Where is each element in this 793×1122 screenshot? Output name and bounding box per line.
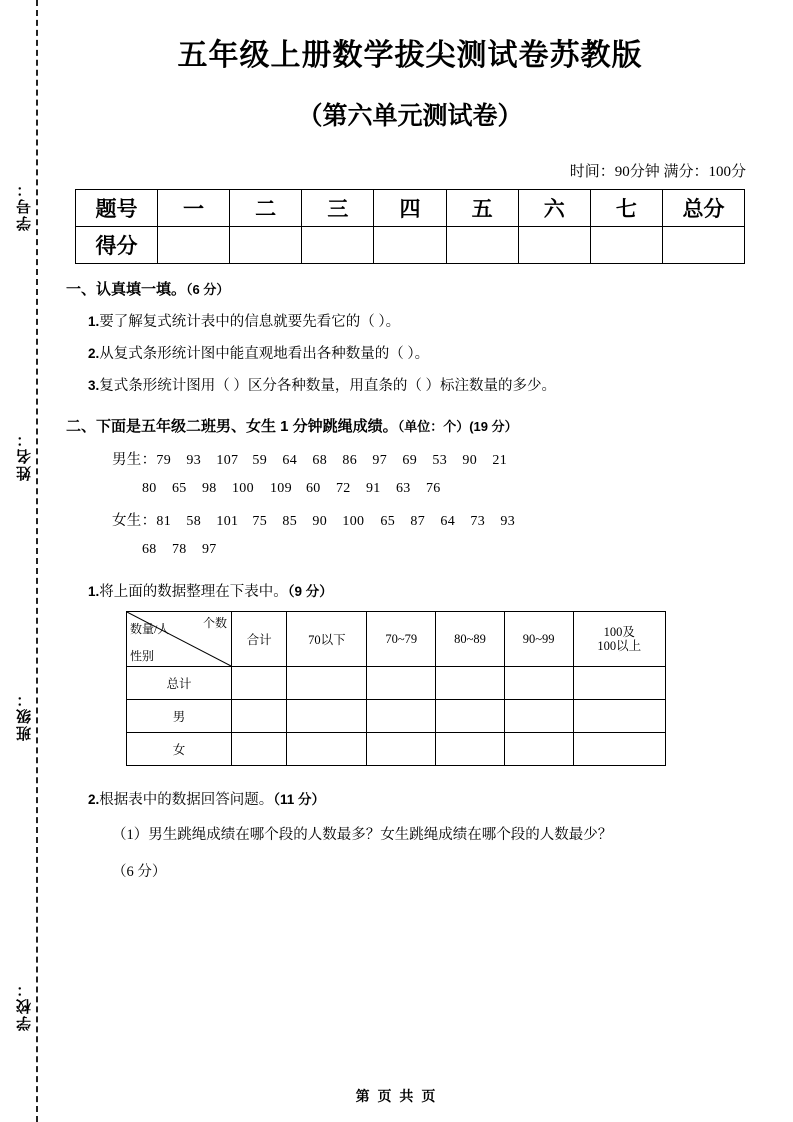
score-table-col-2: 二 [230, 190, 302, 227]
sub-question-2-number: 2. [88, 792, 100, 807]
girls-value: 65 [380, 514, 396, 529]
side-label-school: 学校： [17, 980, 33, 1031]
sub-question-1 [88, 580, 760, 601]
girls-value: 75 [252, 514, 268, 529]
side-label-column [8, 0, 36, 1122]
girls-value: 85 [282, 514, 298, 529]
tally-col-header-1: 合计 [232, 612, 287, 667]
boys-value: 59 [252, 453, 268, 468]
tally-cell[interactable] [367, 667, 436, 700]
boys-value: 72 [336, 481, 351, 496]
score-table-col-7: 七 [590, 190, 662, 227]
side-label-student-id: 学号： [17, 180, 33, 231]
question-1-3-number: 3. [88, 378, 100, 393]
boys-value: 109 [270, 481, 292, 496]
tally-cell[interactable] [436, 667, 505, 700]
question-1-1-number: 1. [88, 314, 100, 329]
question-1-2-number: 2. [88, 346, 100, 361]
table-row [127, 700, 666, 733]
page-subtitle: （第六单元测试卷） [297, 102, 523, 130]
section-1-points: （6 分） [186, 282, 230, 297]
tally-row-label-total: 总计 [127, 667, 232, 700]
girls-value: 73 [470, 514, 486, 529]
boys-value: 91 [366, 481, 381, 496]
boys-value: 64 [282, 453, 298, 468]
boys-value: 97 [372, 453, 388, 468]
sub-question-2-points: （11 分） [273, 792, 326, 807]
sub-question-2 [88, 788, 760, 809]
section-2-heading [66, 415, 760, 436]
boys-value: 86 [342, 453, 358, 468]
tally-row-label-girls: 女 [127, 733, 232, 766]
table-row [76, 190, 745, 227]
question-1-3-text: 复式条形统计图用（ ）区分各种数量，用直条的（ ）标注数量的多少。 [99, 378, 557, 394]
tally-cell[interactable] [367, 733, 436, 766]
score-table [75, 189, 745, 264]
tally-cell[interactable] [232, 733, 287, 766]
question-1-2 [88, 342, 760, 363]
girls-value: 90 [312, 514, 328, 529]
score-table-col-total: 总分 [662, 190, 744, 227]
tally-cell[interactable] [573, 733, 665, 766]
boys-value: 68 [312, 453, 328, 468]
boys-value: 63 [396, 481, 411, 496]
tally-cell[interactable] [573, 667, 665, 700]
score-table-col-1: 一 [157, 190, 229, 227]
boys-label: 男生： [112, 452, 157, 468]
tally-col-header-4: 80~89 [436, 612, 505, 667]
question-1-3 [88, 374, 760, 395]
tally-cell[interactable] [232, 700, 287, 733]
tally-col-header-3: 70~79 [367, 612, 436, 667]
score-table-row-label-1: 题号 [76, 190, 158, 227]
tally-cell[interactable] [367, 700, 436, 733]
tally-row-label-boys: 男 [127, 700, 232, 733]
girls-value: 81 [156, 514, 172, 529]
score-cell-3[interactable] [302, 227, 374, 264]
tally-cell[interactable] [287, 733, 367, 766]
score-cell-total[interactable] [662, 227, 744, 264]
girls-data-line-1 [112, 509, 760, 530]
girls-value: 68 [142, 542, 157, 557]
tally-cell[interactable] [436, 700, 505, 733]
score-cell-1[interactable] [157, 227, 229, 264]
girls-value: 87 [410, 514, 426, 529]
tally-table [126, 611, 666, 766]
tally-corner-top-label: 个数 [202, 616, 227, 630]
boys-value: 107 [216, 453, 239, 468]
page-title: 五年级上册数学拔尖测试卷苏教版 [177, 39, 643, 72]
sub-question-2-text: 根据表中的数据回答问题。 [99, 792, 274, 808]
tally-cell[interactable] [287, 667, 367, 700]
tally-corner-header [127, 612, 232, 667]
boys-data-line-1 [112, 448, 760, 469]
score-cell-2[interactable] [230, 227, 302, 264]
exam-meta: 时间：90分钟 满分：100分 [569, 164, 746, 180]
boys-value: 98 [202, 481, 217, 496]
score-table-col-6: 六 [518, 190, 590, 227]
girls-value: 93 [500, 514, 516, 529]
tally-cell[interactable] [287, 700, 367, 733]
score-table-col-5: 五 [446, 190, 518, 227]
boys-value: 100 [232, 481, 254, 496]
girls-value: 58 [186, 514, 202, 529]
margin-dashed-line [36, 0, 38, 1122]
score-table-col-3: 三 [302, 190, 374, 227]
question-1-1-text: 要了解复式统计表中的信息就要先看它的（ ）。 [99, 314, 401, 330]
score-table-col-4: 四 [374, 190, 446, 227]
question-1-2-text: 从复式条形统计图中能直观地看出各种数量的（ ）。 [99, 346, 430, 362]
girls-value: 78 [172, 542, 187, 557]
girls-value: 100 [342, 514, 365, 529]
section-1-heading [66, 278, 760, 299]
boys-value: 90 [462, 453, 478, 468]
tally-col-header-6: 100及 100以上 [573, 612, 665, 667]
boys-value: 76 [426, 481, 441, 496]
girls-label: 女生： [112, 513, 157, 529]
boys-value: 79 [156, 453, 172, 468]
tally-col-header-2: 70以下 [287, 612, 367, 667]
section-2-title: 二、下面是五年级二班男、女生 1 分钟跳绳成绩。 [66, 418, 398, 435]
score-cell-6[interactable] [518, 227, 590, 264]
sub-question-1-points: （9 分） [287, 584, 333, 599]
sub-question-1-text: 将上面的数据整理在下表中。 [99, 584, 288, 600]
side-label-class: 班级： [17, 690, 33, 741]
boys-value: 60 [306, 481, 321, 496]
question-1-1 [88, 310, 760, 331]
final-question-1-points: （6 分） [112, 864, 167, 880]
tally-cell[interactable] [436, 733, 505, 766]
girls-value: 101 [216, 514, 239, 529]
tally-cell[interactable] [504, 733, 573, 766]
table-row [127, 733, 666, 766]
tally-cell[interactable] [232, 667, 287, 700]
table-row [127, 667, 666, 700]
score-table-row-label-2: 得分 [76, 227, 158, 264]
final-question-1: （1）男生跳绳成绩在哪个段的人数最多？女生跳绳成绩在哪个段的人数最少？ [112, 827, 613, 843]
section-2-points: （单位：个）(19 分） [397, 419, 518, 434]
tally-corner-left-label: 数量/人 [130, 622, 170, 636]
exam-content [60, 0, 760, 881]
boys-value: 53 [432, 453, 448, 468]
girls-value: 97 [202, 542, 217, 557]
tally-cell[interactable] [573, 700, 665, 733]
girls-data-line-2 [142, 542, 760, 558]
tally-corner-bottom-label: 性别 [130, 649, 155, 663]
tally-cell[interactable] [504, 700, 573, 733]
sub-question-1-number: 1. [88, 584, 100, 599]
page-footer: 第 页 共 页 [355, 1088, 438, 1104]
boys-value: 80 [142, 481, 157, 496]
side-label-name: 姓名： [17, 430, 33, 481]
tally-col-header-5: 90~99 [504, 612, 573, 667]
section-1-title: 一、认真填一填。 [66, 281, 187, 298]
boys-value: 69 [402, 453, 418, 468]
score-cell-7[interactable] [590, 227, 662, 264]
table-row [76, 227, 745, 264]
table-row [127, 612, 666, 667]
girls-value: 64 [440, 514, 456, 529]
tally-cell[interactable] [504, 667, 573, 700]
boys-value: 93 [186, 453, 202, 468]
boys-value: 21 [492, 453, 508, 468]
score-cell-4[interactable] [374, 227, 446, 264]
boys-data-line-2 [142, 481, 760, 497]
score-cell-5[interactable] [446, 227, 518, 264]
boys-value: 65 [172, 481, 187, 496]
